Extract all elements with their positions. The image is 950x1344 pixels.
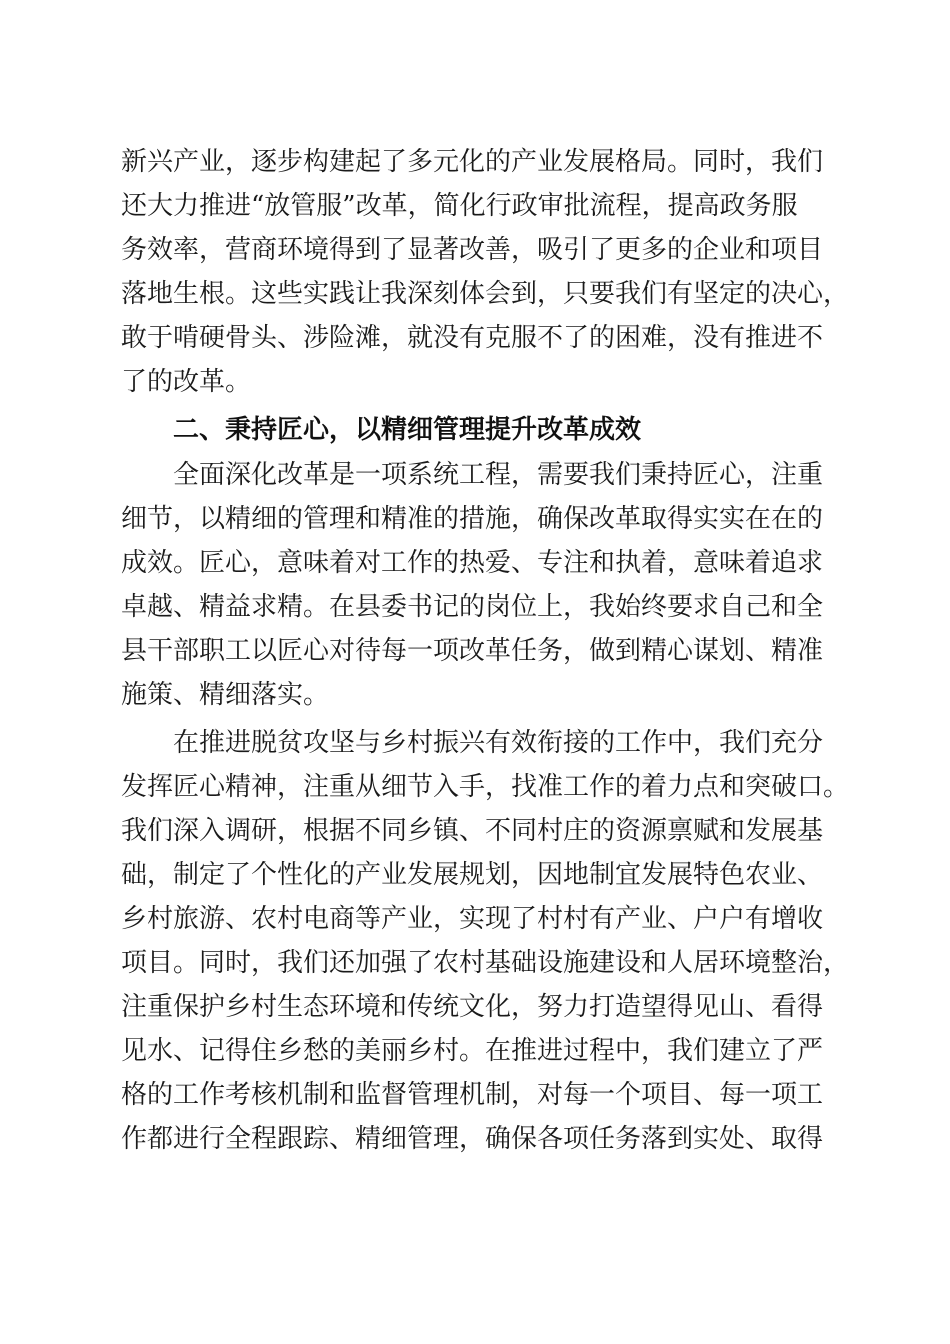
text-line: 础，制定了个性化的产业发展规划，因地制宜发展特色农业、 — [121, 860, 824, 890]
text-line: 我们深入调研，根据不同乡镇、不同村庄的资源禀赋和发展基 — [121, 816, 824, 846]
text-line: 成效。匠心，意味着对工作的热爱、专注和执着，意味着追求 — [121, 548, 824, 578]
text-line: 项目。同时，我们还加强了农村基础设施建设和人居环境整治， — [121, 948, 850, 978]
text-line: 在推进脱贫攻坚与乡村振兴有效衔接的工作中，我们充分 — [173, 728, 824, 758]
text-line: 敢于啃硬骨头、涉险滩，就没有克服不了的困难，没有推进不 — [121, 323, 824, 353]
text-line: 注重保护乡村生态环境和传统文化，努力打造望得见山、看得 — [121, 992, 824, 1022]
text-line: 格的工作考核机制和监督管理机制，对每一个项目、每一项工 — [121, 1080, 824, 1110]
text-line: 施策、精细落实。 — [121, 680, 330, 710]
text-line: 新兴产业，逐步构建起了多元化的产业发展格局。同时，我们 — [121, 147, 824, 177]
text-line: 全面深化改革是一项系统工程，需要我们秉持匠心，注重 — [173, 460, 824, 490]
text-line: 细节，以精细的管理和精准的措施，确保改革取得实实在在的 — [121, 504, 824, 534]
text-line: 作都进行全程跟踪、精细管理，确保各项任务落到实处、取得 — [121, 1124, 824, 1154]
text-line: 务效率，营商环境得到了显著改善，吸引了更多的企业和项目 — [121, 235, 824, 265]
text-line: 乡村旅游、农村电商等产业，实现了村村有产业、户户有增收 — [121, 904, 824, 934]
text-line: 卓越、精益求精。在县委书记的岗位上，我始终要求自己和全 — [121, 592, 824, 622]
text-line: 还大力推进“放管服”改革，简化行政审批流程，提高政务服 — [121, 191, 798, 221]
text-line: 见水、记得住乡愁的美丽乡村。在推进过程中，我们建立了严 — [121, 1036, 824, 1066]
section-heading: 二、秉持匠心，以精细管理提升改革成效 — [173, 415, 642, 445]
text-line: 发挥匠心精神，注重从细节入手，找准工作的着力点和突破口。 — [121, 772, 850, 802]
text-line: 县干部职工以匠心对待每一项改革任务，做到精心谋划、精准 — [121, 636, 824, 666]
text-line: 了的改革。 — [121, 367, 252, 397]
text-line: 落地生根。这些实践让我深刻体会到，只要我们有坚定的决心， — [121, 279, 850, 309]
